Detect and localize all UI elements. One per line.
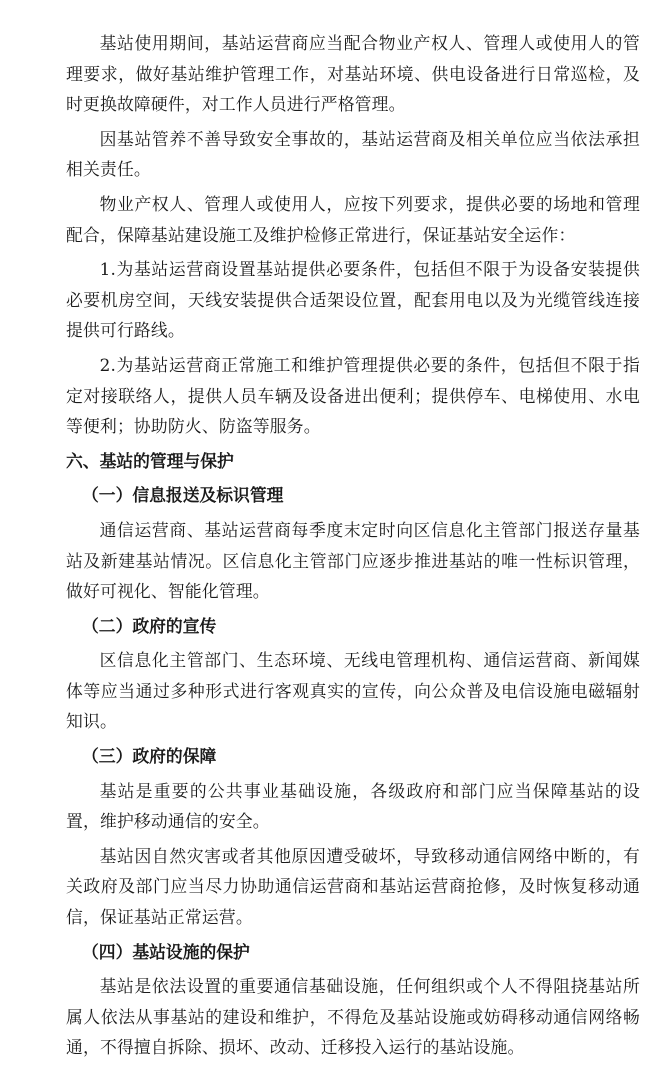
paragraph-disaster-recovery: 基站因自然灾害或者其他原因遭受破坏，导致移动通信网络中断的，有关政府及部门应当尽力协助通信运营商和基站运营商抢修，及时恢复移动通信，保证基站正常运营。: [66, 845, 640, 928]
paragraph-property-owner-requirements: 物业产权人、管理人或使用人，应按下列要求，提供必要的场地和管理配合，保障基站建设施工及维护检修正常进行，保证基站安全运作：: [66, 193, 640, 245]
paragraph-safety-liability: 因基站管养不善导致安全事故的，基站运营商及相关单位应当依法承担相关责任。: [66, 128, 640, 180]
paragraph-requirement-2: 2.为基站运营商正常施工和维护管理提供必要的条件，包括但不限于指定对接联络人，提供人员车辆及设备进出便利；提供停车、电梯使用、水电等便利；协助防火、防盗等服务。: [66, 354, 640, 437]
paragraph-base-station-maintenance: 基站使用期间，基站运营商应当配合物业产权人、管理人或使用人的管理要求，做好基站维护管理工作，对基站环境、供电设备进行日常巡检，及时更换故障硬件，对工作人员进行严格管理。: [66, 33, 640, 115]
subsection-heading-info-reporting: （一）信息报送及标识管理: [82, 485, 284, 506]
subsection-heading-government-guarantee: （三）政府的保障: [82, 746, 217, 767]
paragraph-info-reporting: 通信运营商、基站运营商每季度末定时向区信息化主管部门报送存量基站及新建基站情况。区信息化主管部门应逐步推进基站的唯一性标识管理，做好可视化、智能化管理。: [66, 519, 640, 602]
subsection-heading-facility-protection: （四）基站设施的保护: [82, 941, 250, 962]
paragraph-government-publicity: 区信息化主管部门、生态环境、无线电管理机构、通信运营商、新闻媒体等应当通过多种形式进行客观真实的宣传，向公众普及电信设施电磁辐射知识。: [66, 650, 640, 732]
section-heading-management-protection: 六、基站的管理与保护: [66, 450, 234, 471]
subsection-heading-government-publicity: （二）政府的宣传: [82, 615, 217, 636]
paragraph-facility-protection: 基站是依法设置的重要通信基础设施，任何组织或个人不得阻挠基站所属人依法从事基站的建设和维护，不得危及基站设施或妨碍移动通信网络畅通，不得擅自拆除、损坏、改动、迁移投入运行的基站设施。: [66, 976, 640, 1058]
document-page: [66, 28, 640, 1067]
paragraph-requirement-1: 1.为基站运营商设置基站提供必要条件，包括但不限于为设备安装提供必要机房空间，天线安装提供合适架设位置，配套用电以及为光缆管线连接提供可行路线。: [66, 259, 640, 341]
paragraph-public-infrastructure: 基站是重要的公共事业基础设施，各级政府和部门应当保障基站的设置，维护移动通信的安全。: [66, 780, 640, 832]
